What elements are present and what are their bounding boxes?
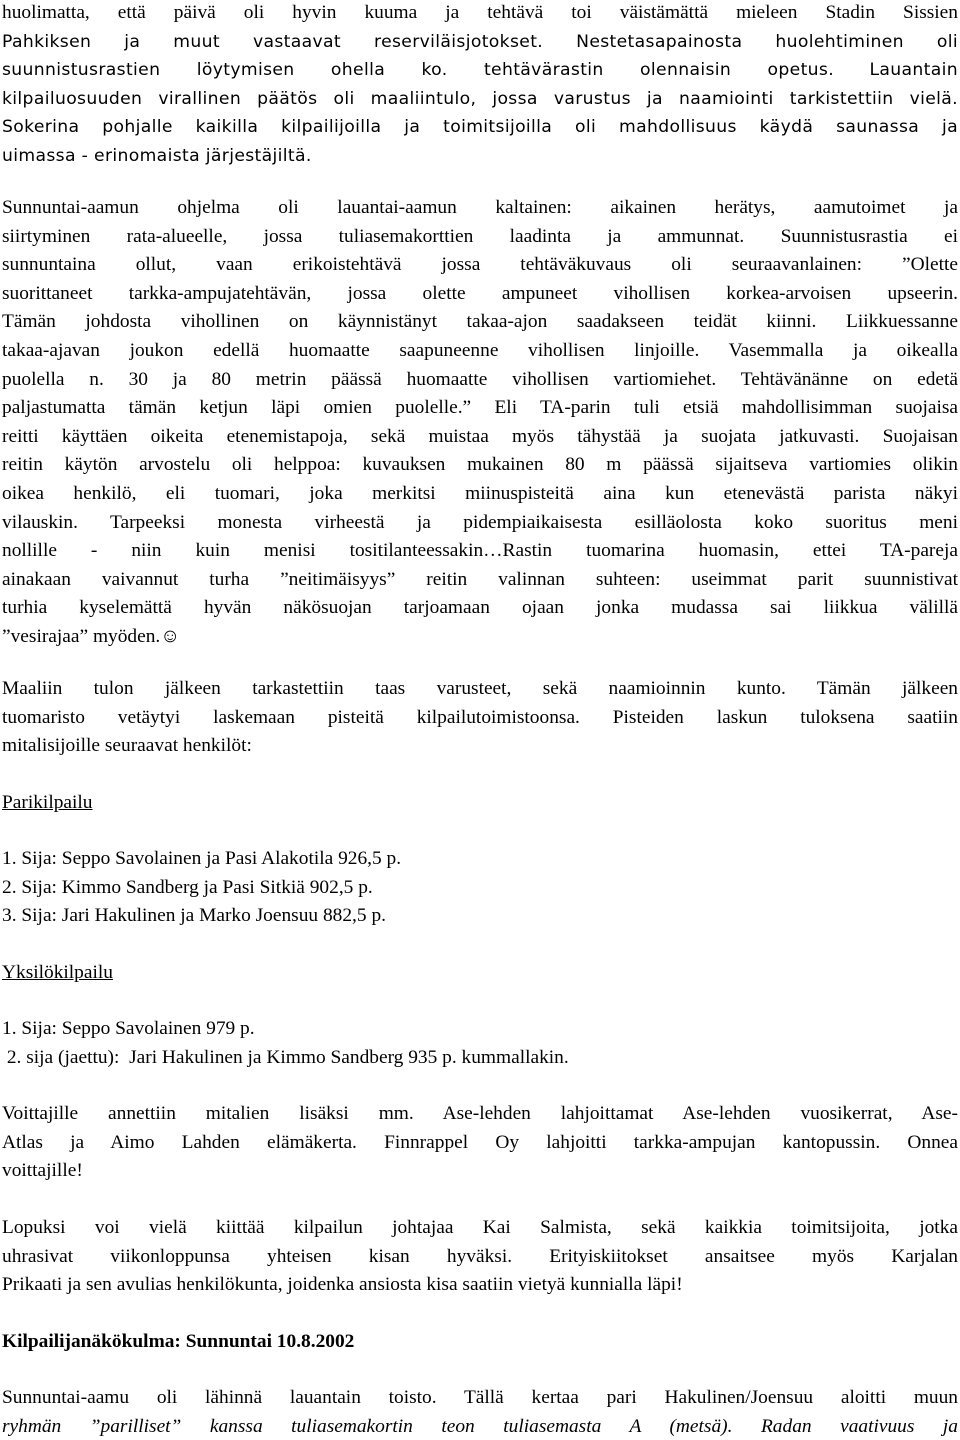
text-line: Atlas ja Aimo Lahden elämäkerta. Finnrappel Oy lahjoitti tarkka-ampujan kantopussin. Onnea bbox=[2, 1131, 958, 1153]
text-line: Maaliin tulon jälkeen tarkastettiin taas varusteet, sekä naamioinnin kunto. Tämän jälkeen bbox=[2, 678, 958, 699]
text-line: Tämän johdosta vihollinen on käynnistänyt takaa-ajon saadakseen teidät kiinni. Liikkuessanne bbox=[2, 311, 958, 333]
heading-kilpailijanakokulma: Kilpailijanäkökulma: Sunnuntai 10.8.2002 bbox=[2, 1331, 355, 1352]
list-item: 3. Sija: Jari Hakulinen ja Marko Joensuu 882,5 p. bbox=[2, 905, 386, 927]
heading-parikilpailu: Parikilpailu bbox=[2, 792, 93, 813]
text-line: Lopuksi voi vielä kiittää kilpailun johtajaa Kai Salmista, sekä kaikkia toimitsijoita, jotka bbox=[2, 1217, 958, 1238]
text-line: Sunnuntai-aamun ohjelma oli lauantai-aamun kaltainen: aikainen herätys, aamutoimet ja bbox=[2, 197, 958, 218]
text-line: paljastumatta tämän ketjun läpi omien puolelle.” Eli TA-parin tuli etsiä mahdollisimman suojaisa bbox=[2, 397, 958, 419]
text-line: huolimatta, että päivä oli hyvin kuuma ja tehtävä toi väistämättä mieleen Stadin Sissien bbox=[2, 2, 958, 23]
heading-yksilokilpailu: Yksilökilpailu bbox=[2, 962, 113, 983]
text-line: oikea henkilö, eli tuomari, joka merkitsi miinuspisteitä aina kun etenevästä parista näkyi bbox=[2, 482, 958, 504]
text-line: turhia kyselemättä hyvän näkösuojan tarjoamaan ojaan jonka mudassa sai liikkua välillä bbox=[2, 597, 958, 619]
list-item: 1. Sija: Seppo Savolainen ja Pasi Alakotila 926,5 p. bbox=[2, 848, 402, 869]
text-line: ”vesirajaa” myöden.☺ bbox=[2, 625, 181, 647]
paragraph-results-intro bbox=[2, 675, 958, 761]
paragraph-saturday-end bbox=[2, 0, 958, 171]
text-line: takaa-ajavan joukon edellä huomaatte saapuneenne vihollisen linjoille. Vasemmalla ja oikealla bbox=[2, 339, 958, 361]
text-line: uhrasivat viikonloppunsa yhteisen kisan hyväksi. Erityiskiitokset ansaitsee myös Karjalan bbox=[2, 1245, 958, 1267]
paragraph-sunday-program bbox=[2, 194, 958, 652]
text-line: sunnuntaina ollut, vaan erikoistehtävä jossa tehtäväkuvaus oli seuraavanlainen: ”Olette bbox=[2, 254, 958, 276]
text-line bbox=[2, 56, 958, 85]
results-list-yksilokilpailu bbox=[2, 1015, 569, 1072]
text-line: Sunnuntai-aamu oli lähinnä lauantain toisto. Tällä kertaa pari Hakulinen/Joensuu aloitti muun bbox=[2, 1387, 958, 1408]
text-line: ainakaan vaivannut turha ”neitimäisyys” reitin valinnan suhteen: useimmat parit suunnistivat bbox=[2, 568, 958, 590]
text-line: nollille - niin kuin menisi tositilanteessakin…Rastin tuomarina huomasin, ettei TA-pareja bbox=[2, 540, 958, 562]
text-line: voittajille! bbox=[2, 1160, 83, 1182]
text-line: uimassa - erinomaista järjestäjiltä. bbox=[2, 145, 312, 166]
text-line: reitin käytön arvostelu oli helppoa: kuvauksen mukainen 80 m päässä sijaitseva vartiomies olikin bbox=[2, 454, 958, 476]
text-segment: Lauantain bbox=[869, 60, 958, 81]
paragraph-thanks bbox=[2, 1214, 958, 1300]
text-line: suorittaneet tarkka-ampujatehtävän, jossa olette ampuneet vihollisen korkea-arvoisen upseerin. bbox=[2, 282, 958, 304]
paragraph-sunday-competitor bbox=[2, 1384, 958, 1440]
text-line: mitalisijoille seuraavat henkilöt: bbox=[2, 735, 252, 757]
text-line: tuomaristo vetäytyi laskemaan pisteitä kilpailutoimistoonsa. Pisteiden laskun tuloksena saatiin bbox=[2, 706, 958, 728]
list-item: 1. Sija: Seppo Savolainen 979 p. bbox=[2, 1018, 255, 1039]
list-item: 2. Sija: Kimmo Sandberg ja Pasi Sitkiä 902,5 p. bbox=[2, 876, 373, 898]
text-line: kilpailuosuuden virallinen päätös oli maaliintulo, jossa varustus ja naamiointi tarkistettiin vielä. bbox=[2, 88, 958, 109]
text-line: Sokerina pohjalle kaikilla kilpailijoilla ja toimitsijoilla oli mahdollisuus käydä saunassa ja bbox=[2, 117, 958, 138]
text-line: Prikaati ja sen avulias henkilökunta, joidenka ansiosta kisa saatiin vietyä kunnialla läpi! bbox=[2, 1274, 683, 1296]
text-line: reitti käyttäen oikeita etenemistapoja, sekä muistaa myös tähystää ja suojata jatkuvasti. Suojaisan bbox=[2, 425, 958, 447]
paragraph-prizes bbox=[2, 1100, 958, 1186]
list-item: 2. sija (jaettu): Jari Hakulinen ja Kimmo Sandberg 935 p. kummallakin. bbox=[2, 1046, 569, 1068]
text-line: ryhmän ”parilliset” kanssa tuliasemakortin teon tuliasemasta A (metsä). Radan vaativuus ja bbox=[2, 1415, 958, 1437]
text-line: Pahkiksen ja muut vastaavat reserviläisjotokset. Nestetasapainosta huolehtiminen oli bbox=[2, 31, 958, 52]
text-line: siirtyminen rata-alueelle, jossa tuliasemakorttien laadinta ja ammunnat. Suunnistusrastia ei bbox=[2, 225, 958, 247]
text-segment: suunnistusrastien löytymisen ohella ko. tehtävärastin olennaisin opetus. bbox=[2, 60, 835, 81]
text-line: Voittajille annettiin mitalien lisäksi mm. Ase-lehden lahjoittamat Ase-lehden vuosikerrat, Ase- bbox=[2, 1103, 958, 1124]
results-list-parikilpailu bbox=[2, 845, 401, 931]
text-line: puolella n. 30 ja 80 metrin päässä huomaatte vihollisen vartiomiehet. Tehtävänänne on edetä bbox=[2, 368, 958, 390]
text-line: vilauskin. Tarpeeksi monesta virheestä ja pidempiaikaisesta esilläolosta koko suoritus meni bbox=[2, 511, 958, 533]
